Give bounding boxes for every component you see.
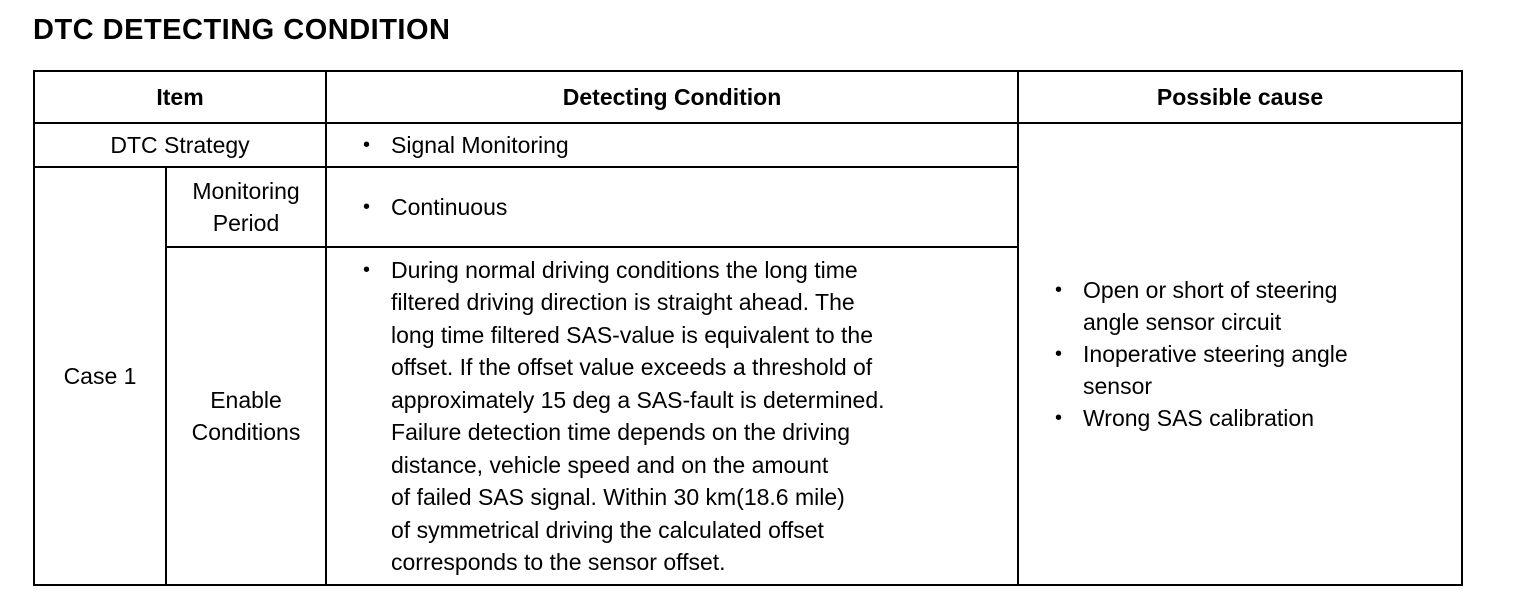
- monitoring-period-label-line: Monitoring: [192, 178, 300, 204]
- monitoring-period-label: [166, 167, 326, 247]
- monitoring-period-value-cell: [326, 167, 1018, 247]
- bullet-icon: •: [363, 195, 371, 218]
- possible-cause-item: [1055, 402, 1461, 434]
- enable-conditions-line: offset. If the offset value exceeds a threshold of: [391, 354, 873, 380]
- possible-cause-line: angle sensor circuit: [1083, 309, 1282, 335]
- enable-conditions-line: of symmetrical driving the calculated offset: [391, 516, 824, 543]
- bullet-icon: •: [363, 133, 371, 156]
- possible-cause-line: sensor: [1083, 373, 1153, 399]
- bullet-icon: •: [1055, 343, 1063, 365]
- possible-cause-item: [1055, 274, 1461, 338]
- enable-conditions-line: During normal driving conditions the long time: [391, 256, 858, 283]
- bullet-icon: •: [1055, 407, 1063, 429]
- enable-conditions-label-line: Conditions: [191, 419, 301, 445]
- possible-cause-cell: [1018, 123, 1462, 585]
- enable-conditions-label-line: Enable: [210, 387, 282, 413]
- dtc-strategy-value: Signal Monitoring: [391, 131, 569, 158]
- possible-cause-line: Open or short of steering: [1083, 277, 1338, 303]
- possible-cause-item: [1055, 338, 1461, 402]
- enable-conditions-text: [391, 254, 885, 579]
- dtc-strategy-label: DTC Strategy: [34, 123, 326, 167]
- possible-cause-list: [1019, 274, 1461, 434]
- possible-cause-line: Inoperative steering angle: [1083, 341, 1348, 367]
- enable-conditions-line: approximately 15 deg a SAS-fault is determined.: [391, 386, 885, 413]
- bullet-icon: •: [1055, 279, 1063, 301]
- page-title: DTC DETECTING CONDITION: [33, 14, 451, 46]
- enable-conditions-line: of failed SAS signal. Within 30 km(18.6 mile): [391, 484, 845, 510]
- monitoring-period-value: Continuous: [391, 193, 508, 220]
- bullet-icon: •: [363, 258, 371, 281]
- header-detecting-condition: Detecting Condition: [326, 71, 1018, 123]
- enable-conditions-line: distance, vehicle speed and on the amount: [391, 451, 829, 478]
- header-possible-cause: Possible cause: [1018, 71, 1462, 123]
- enable-conditions-value-cell: [326, 247, 1018, 585]
- enable-conditions-label: [166, 247, 326, 585]
- enable-conditions-line: filtered driving direction is straight ahead. The: [391, 289, 855, 315]
- enable-conditions-line: long time filtered SAS-value is equivalent to the: [391, 321, 874, 348]
- row-dtc-strategy: [34, 123, 1462, 167]
- header-row: [34, 71, 1462, 123]
- case-label: Case 1: [34, 167, 166, 585]
- header-item: Item: [34, 71, 326, 123]
- monitoring-period-label-line: Period: [212, 210, 280, 236]
- enable-conditions-line: corresponds to the sensor offset.: [391, 549, 726, 575]
- possible-cause-line: Wrong SAS calibration: [1083, 405, 1314, 431]
- enable-conditions-line: Failure detection time depends on the driving: [391, 419, 851, 445]
- dtc-condition-table: [33, 70, 1463, 586]
- dtc-strategy-value-cell: [326, 123, 1018, 167]
